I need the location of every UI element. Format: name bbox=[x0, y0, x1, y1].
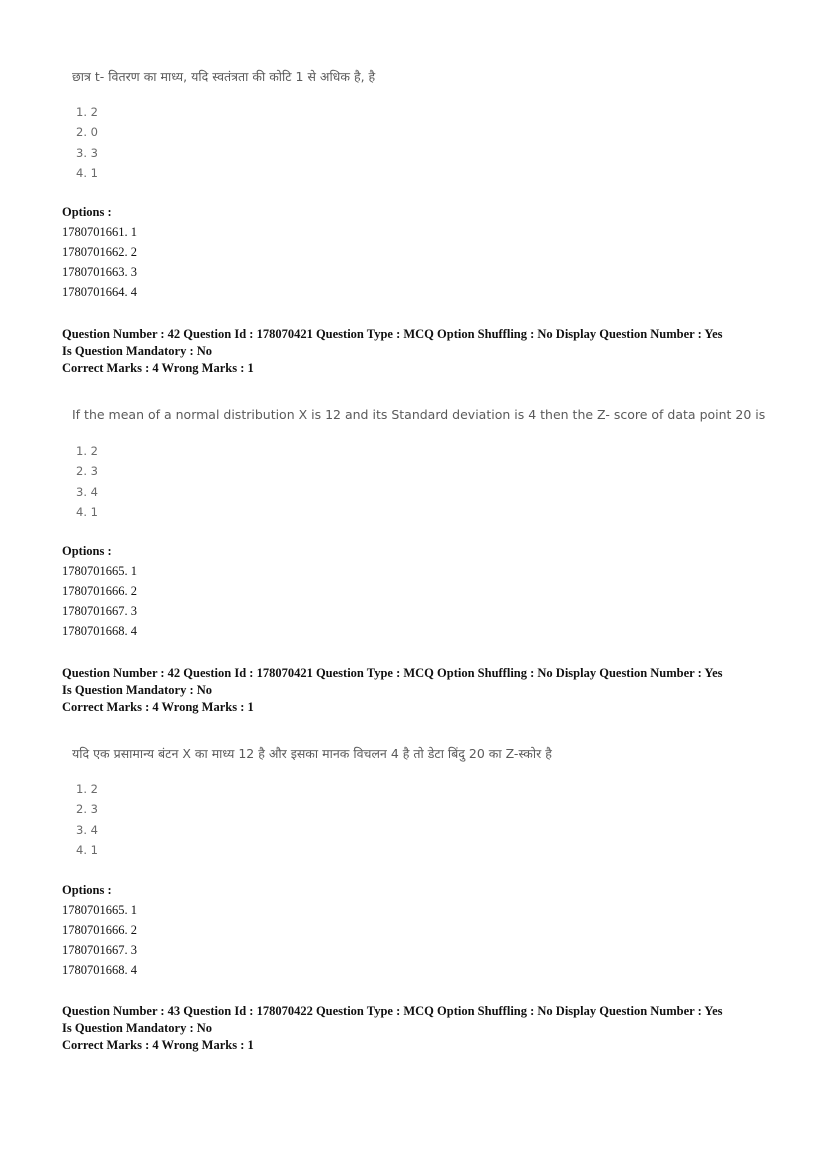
question-meta-q43 bbox=[62, 1003, 723, 1054]
mandatory-line: Is Question Mandatory : No bbox=[62, 344, 213, 358]
option-row: 1780701665. 1 bbox=[62, 903, 137, 917]
options-block-q42-english bbox=[62, 542, 137, 641]
question-option-list bbox=[76, 441, 98, 522]
question-option: 3. 4 bbox=[76, 484, 98, 499]
option-row: 1780701664. 4 bbox=[62, 285, 137, 299]
marks-line: Correct Marks : 4 Wrong Marks : 1 bbox=[62, 700, 254, 714]
question-option: 4. 1 bbox=[76, 165, 98, 180]
question-option: 4. 1 bbox=[76, 842, 98, 857]
option-row: 1780701666. 2 bbox=[62, 584, 137, 598]
option-row: 1780701662. 2 bbox=[62, 245, 137, 259]
options-block-q41 bbox=[62, 203, 137, 302]
question-option: 2. 3 bbox=[76, 802, 98, 817]
option-row: 1780701667. 3 bbox=[62, 604, 137, 618]
question-meta-q42 bbox=[62, 326, 723, 377]
question-option-list bbox=[76, 779, 98, 860]
options-heading: Options : bbox=[62, 883, 112, 897]
question-option: 2. 3 bbox=[76, 464, 98, 479]
question-option: 1. 2 bbox=[76, 444, 98, 458]
question-text: छात्र t- वितरण का माध्य, यदि स्वतंत्रता की कोटि 1 से अधिक है, है bbox=[72, 69, 376, 84]
option-row: 1780701667. 3 bbox=[62, 943, 137, 957]
option-row: 1780701663. 3 bbox=[62, 265, 137, 279]
question-meta-line: Question Number : 42 Question Id : 178070421 Question Type : MCQ Option Shuffling : No Display Question Number : Yes bbox=[62, 327, 723, 341]
option-row: 1780701661. 1 bbox=[62, 225, 137, 239]
question-option: 3. 4 bbox=[76, 822, 98, 837]
question-option-list bbox=[76, 102, 98, 183]
marks-line: Correct Marks : 4 Wrong Marks : 1 bbox=[62, 361, 254, 375]
question-option: 1. 2 bbox=[76, 105, 98, 119]
question-meta-line: Question Number : 43 Question Id : 178070422 Question Type : MCQ Option Shuffling : No Display Question Number : Yes bbox=[62, 1004, 723, 1018]
options-heading: Options : bbox=[62, 205, 112, 219]
question-meta-line: Question Number : 42 Question Id : 178070421 Question Type : MCQ Option Shuffling : No Display Question Number : Yes bbox=[62, 666, 723, 680]
question-text: If the mean of a normal distribution X is 12 and its Standard deviation is 4 then the Z- score of data point 20 is bbox=[72, 407, 766, 422]
mandatory-line: Is Question Mandatory : No bbox=[62, 683, 213, 697]
question-option: 1. 2 bbox=[76, 782, 98, 796]
question-option: 4. 1 bbox=[76, 504, 98, 519]
question-option: 3. 3 bbox=[76, 145, 98, 160]
option-row: 1780701668. 4 bbox=[62, 624, 137, 638]
mandatory-line: Is Question Mandatory : No bbox=[62, 1021, 213, 1035]
options-block-q42-hindi bbox=[62, 881, 137, 980]
option-row: 1780701665. 1 bbox=[62, 564, 137, 578]
option-row: 1780701666. 2 bbox=[62, 923, 137, 937]
question-text: यदि एक प्रसामान्य बंटन X का माध्य 12 है और इसका मानक विचलन 4 है तो डेटा बिंदु 20 का Z-स्कोर है bbox=[72, 746, 552, 761]
options-heading: Options : bbox=[62, 544, 112, 558]
question-option: 2. 0 bbox=[76, 125, 98, 140]
option-row: 1780701668. 4 bbox=[62, 963, 137, 977]
marks-line: Correct Marks : 4 Wrong Marks : 1 bbox=[62, 1038, 254, 1052]
question-meta-q42-hindi bbox=[62, 665, 723, 716]
